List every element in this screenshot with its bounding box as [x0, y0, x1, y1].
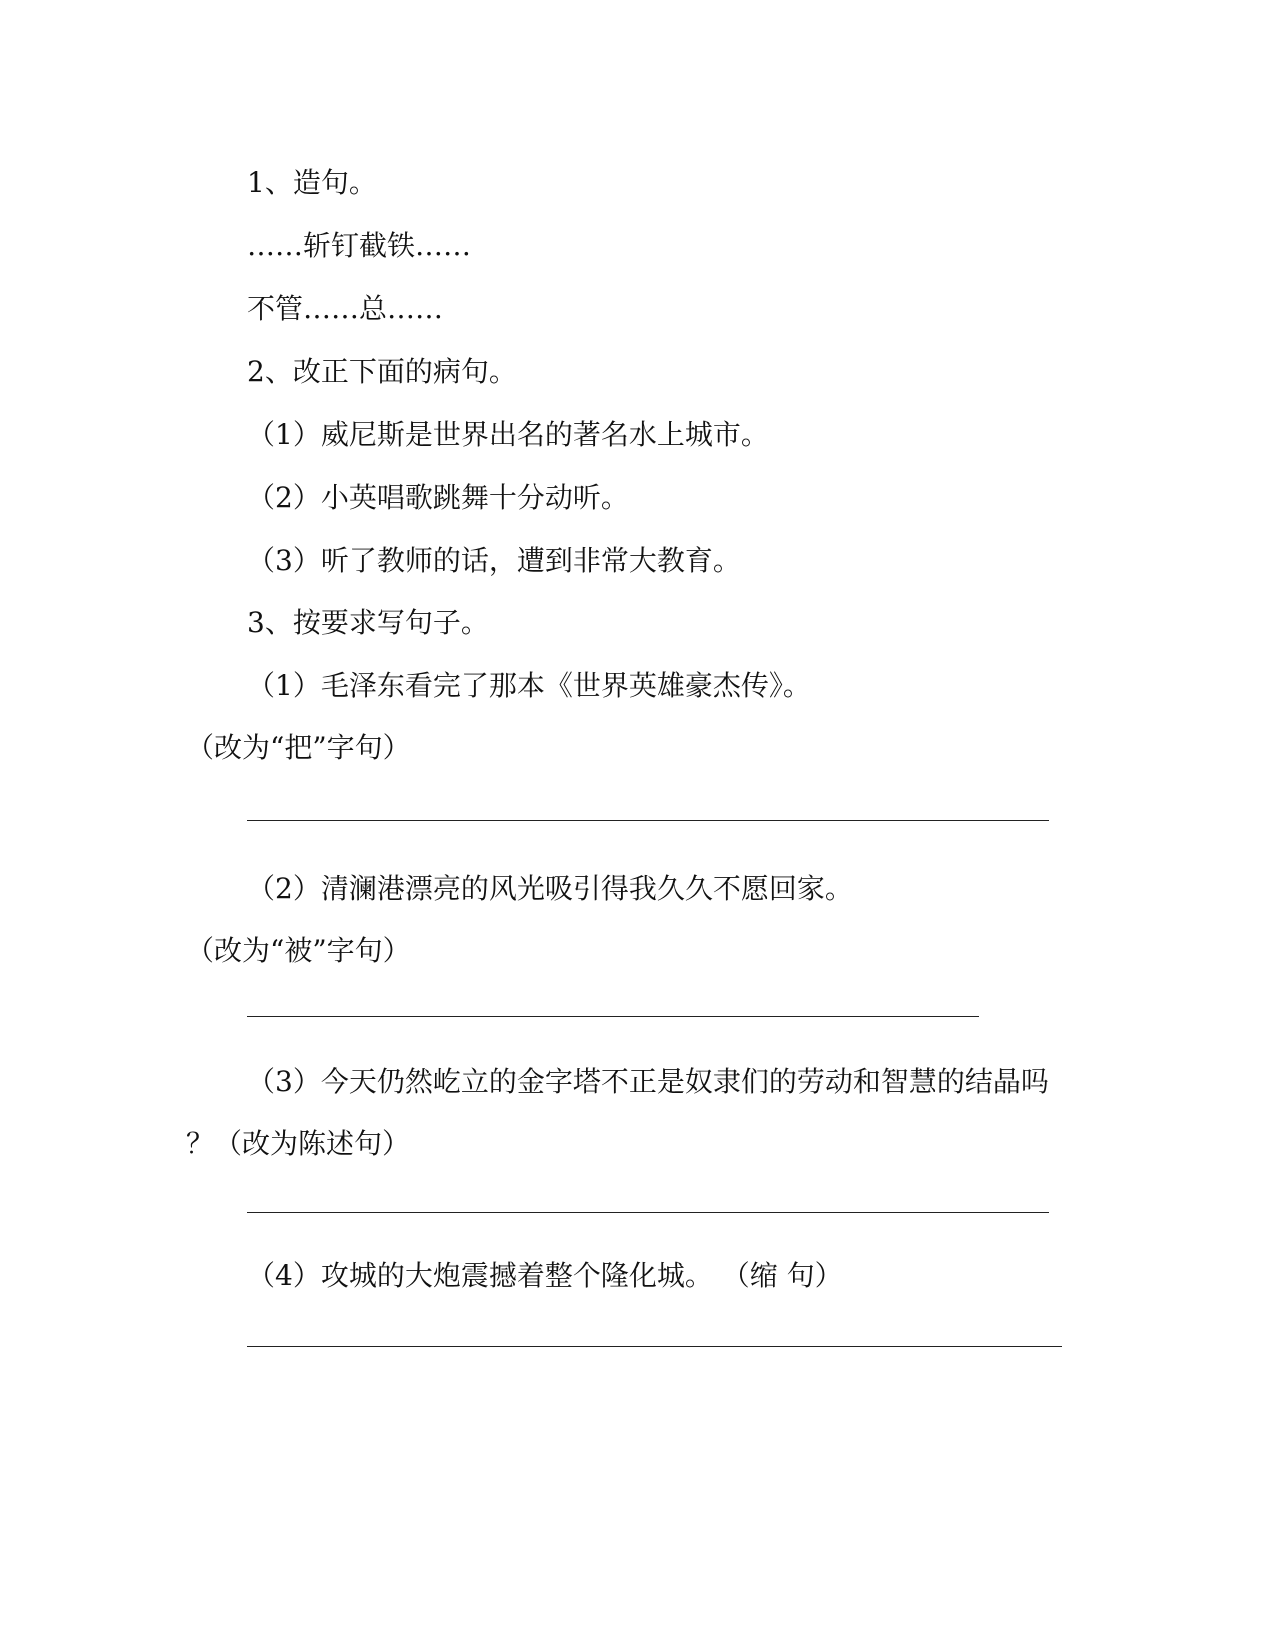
answer-line-q1: [247, 820, 1049, 821]
answer-line-q3: [247, 1212, 1049, 1213]
section2-heading: 2、改正下面的病句。: [247, 355, 517, 388]
section2-item-3: （3）听了教师的话，遭到非常大教育。: [247, 544, 741, 577]
section3-q4-text: （4）攻城的大炮震撼着整个隆化城。 （缩 句）: [247, 1259, 843, 1292]
answer-line-q2: [247, 1016, 979, 1017]
section1-item-1: ……斩钉截铁……: [247, 229, 472, 262]
section3-q2-text: （2）清澜港漂亮的风光吸引得我久久不愿回家。: [247, 872, 853, 905]
section3-q2-instruction: （改为“被”字句）: [186, 934, 411, 967]
section3-q1-text: （1）毛泽东看完了那本《世界英雄豪杰传》。: [247, 669, 811, 702]
section1-heading: 1、造句。: [247, 166, 377, 199]
section2-item-1: （1）威尼斯是世界出名的著名水上城市。: [247, 418, 769, 451]
section1-item-2: 不管……总……: [247, 292, 444, 325]
section3-heading: 3、按要求写句子。: [247, 606, 489, 639]
section3-q3-text: （3）今天仍然屹立的金字塔不正是奴隶们的劳动和智慧的结晶吗: [247, 1065, 1049, 1098]
section2-item-2: （2）小英唱歌跳舞十分动听。: [247, 481, 629, 514]
answer-line-q4: [247, 1346, 1062, 1347]
section3-q1-instruction: （改为“把”字句）: [186, 731, 411, 764]
section3-q3-instruction: ？（改为陈述句）: [186, 1127, 411, 1160]
